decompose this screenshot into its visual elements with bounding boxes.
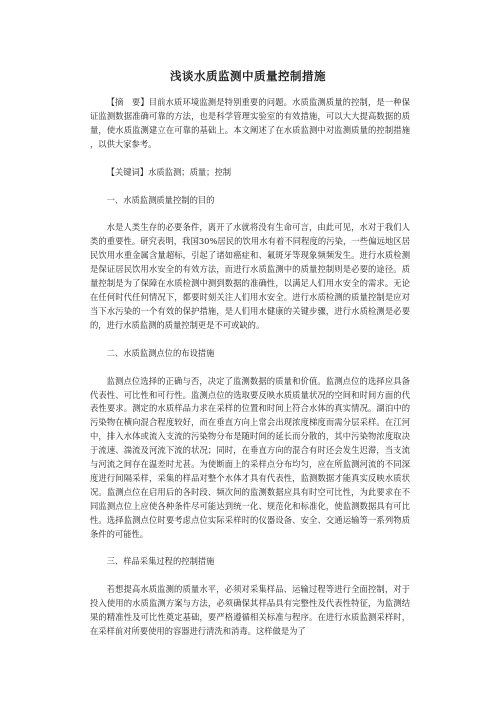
section-heading-1: 一、水质监测质量控制的目的 — [106, 194, 215, 205]
section-paragraph-1: 水是人类生存的必要条件，离开了水就将没有生命可言，由此可见，水对于我们人类的重要性。研究表明，我国30%居民的饮用水有着不同程度的污染，一些偏远地区居民饮用水重金属含量超标，引起了诸如癌症和、氟斑牙等现象频频发生。进行水质检测是保证居民饮用水安全的有效方法，而进行水质监测中的质量控制则是必要的途径。质量控制是为了保障在水质检测中测到数据的准确性，以满足人们用水安全的需求。无论在任何时代任何情况下，都要时刻关注人们用水安全。进行水质检测的质量控制是应对当下水污染的一个有效的保护措施，是人们用水健康的关键步骤，进行水质检测是必要的，进行水质监测的质量控制更是不可或缺的。 — [90, 222, 410, 330]
spacer — [90, 361, 410, 375]
spacer — [90, 152, 410, 166]
document-body — [90, 96, 410, 639]
section-paragraph-2: 监测点位选择的正确与否，决定了监测数据的质量和价值。监测点位的选择应具备代表性、可比性和可行性。监测点位的选取要反映水质质量状况的空间和时间方面的代表性要求。测定的水质样品力求在采样的位置和时间上符合水体的真实情况。湖泊中的污染物在横向混合程度较好，而在垂直方向上常会出现浓度梯度而需分层采样。在江河中，排入水体或流入支流的污染物分布是随时间的延长而分散的，其中污染物浓度取决于流速、湍流及河流下流的状况；同时，在垂直方向的混合有时还会发生迟滞，当支流与河流之间存在温差时尤甚。为使断面上的采样点分布均匀，应在所监测河流的不同深度进行间隔采样，采集的样品对整个水体才具有代表性，监测数据才能真实反映水质状况。监测点位在启用后的各时段、频次间的监测数据应具有时空可比性，为此要求在不同监测点位上应使各种条件尽可能达到统一化、规范化和标准化，使监测数据具有可比性。选择监测点位时要考虑点位实际采样时的仪器设备、安全、交通运输等一系列物质条件的可能性。 — [90, 375, 410, 539]
spacer — [90, 569, 410, 583]
spacer — [90, 180, 410, 194]
section-heading-2: 二、水质监测点位的布设措施 — [106, 347, 215, 358]
document-title: 浅谈水质监测中质量控制措施 — [170, 69, 326, 83]
spacer — [90, 541, 410, 555]
spacer — [90, 333, 410, 347]
section-paragraph-3: 若想提高水质监测的质量水平，必须对采集样品、运输过程等进行全面控制，对于投入使用的水质监测方案与方法，必须确保其样品具有完整性及代表性特征，为监测结果的精准性及可比性奠定基础，要严格遵循相关标准与程序。在进行水质监测采样时，在采样前对所要使用的容器进行清洗和消毒。这样做是为了 — [90, 584, 410, 637]
section-heading-3: 三、样品采集过程的控制措施 — [106, 556, 215, 567]
abstract-paragraph: 【摘 要】目前水质环境监测是特别重要的问题。水质监测质量的控制，是一种保证监测数据准确可靠的方法，也是科学管理实验室的有效措施，可以大大提高数据的质量，使水质监测建立在可靠的基础上。本文阐述了在水质监测中对监测质量的控制措施 ，以供大家参考。 — [90, 97, 410, 149]
keywords-paragraph: 【关键词】水质监测；质量；控制 — [106, 166, 232, 177]
spacer — [90, 207, 410, 221]
